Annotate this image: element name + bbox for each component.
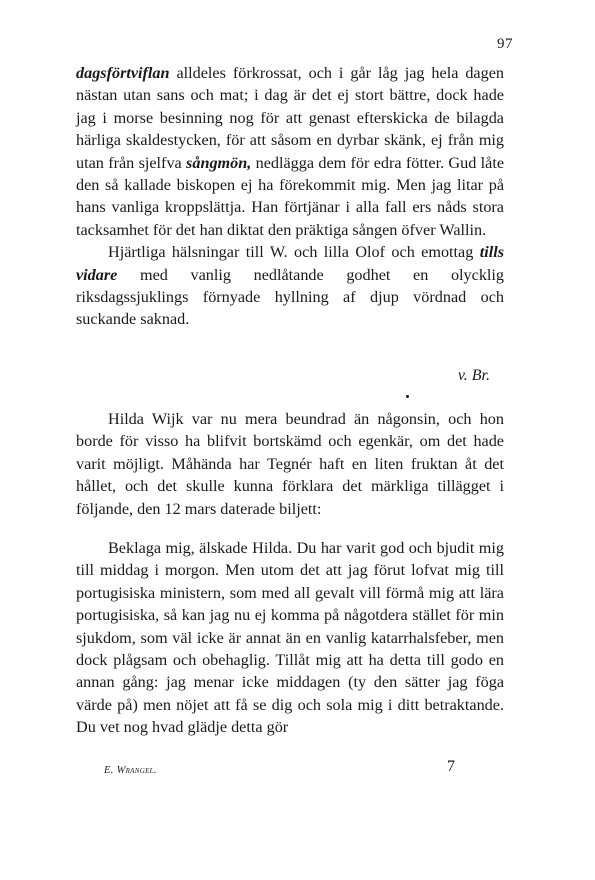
separator-dot	[406, 395, 409, 398]
page-number: 97	[497, 36, 513, 52]
narrative-text	[76, 408, 504, 520]
paragraph-text: med vanlig nedlåtande godhet en olycklig riksdagssjuklings förnyade hyllning af djup vördnad och suckande saknad.	[76, 265, 504, 329]
letter-signature: v. Br.	[457, 367, 490, 384]
paragraph-text: nedlägga dem för edra fötter. Gud låte den så kallade biskopen ej ha förekommit mig. Men jag litar på hans vanliga kroppslättja. Han förtjänar i alla fall ers nåds stora tacksamhet för det han diktat den präktiga sången öfver Wallin.	[76, 153, 504, 239]
paragraph-text: Hjärtliga hälsningar till W. och lilla Olof och emottag	[108, 243, 480, 262]
printer-signature-mark: E. Wrangel.	[104, 765, 157, 776]
letter-paragraph	[76, 62, 504, 241]
letter-text-second	[76, 537, 504, 739]
letter-paragraph	[76, 241, 504, 331]
narrative-paragraph: Hilda Wijk var nu mera beundrad än någonsin, och hon borde för visso ha blifvit bortskämd och egenkär, om det hade varit möjligt. Måhända har Tegnér haft en liten fruktan åt det hållet, och det skulle kunna förklara det märkliga tillägget i följande, den 12 mars daterade biljett:	[76, 410, 504, 518]
emphasis-text: dagsförtviflan	[76, 64, 170, 82]
emphasis-text: tills vidare	[76, 243, 504, 284]
letter-text-first	[76, 62, 504, 331]
letter-paragraph: Beklaga mig, älskade Hilda. Du har varit god och bjudit mig till middag i morgon. Men utom det att jag förut lofvat mig till portugisiska ministern, som med all gevalt vill förmå mig att lära portugisiska, så kan jag nu ej komma på någotdera stället för min sjukdom, som väl icke är annat än en vanlig katarrhalsfeber, men dock plågsam och obehaglig. Tillåt mig att ha detta till godo en annan gång: jag menar icke middagen (ty den sätter jag föga värde på) men nöjet att få se dig och sola mig i ditt betraktande. Du vet nog hvad glädje detta gör	[76, 539, 504, 737]
paragraph-text: alldeles förkrossat, och i går låg jag hela dagen nästan utan sans och mat; i dag är det ej stort bättre, dock hade jag i morse besinning nog för att genast efterskicka de bilagda härliga skaldestycken, för att såsom en dyrbar skänk, ej från mig utan från sjelfva	[76, 64, 504, 172]
emphasis-text: sångmön,	[186, 153, 252, 172]
sheet-number: 7	[447, 758, 455, 775]
